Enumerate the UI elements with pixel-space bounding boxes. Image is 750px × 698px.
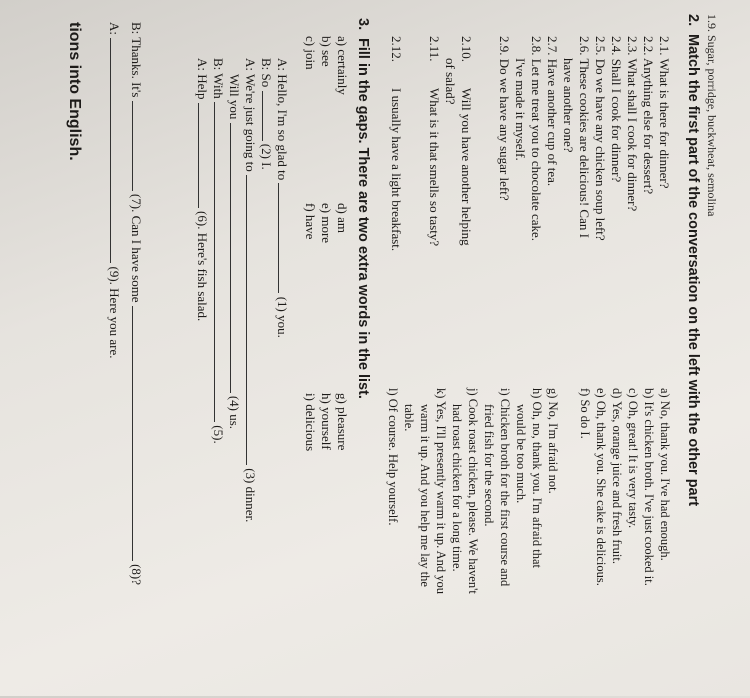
task2-left-line: 2.12. [389, 36, 404, 62]
dialogue-line [259, 58, 274, 170]
gap-label: (4) us. [227, 395, 242, 430]
dialogue-line [129, 22, 144, 585]
dialogue-line [275, 58, 290, 338]
task2-left-line: 2.3. What shall I cook for dinner? [625, 36, 640, 212]
gap-1-blank[interactable] [278, 183, 290, 293]
task2-left-line: 2.10. [459, 36, 474, 62]
dialogue-line [227, 74, 242, 429]
task2-left-line: I've made it myself. [513, 58, 528, 161]
gap-label: (9). Here you are. [107, 266, 122, 359]
task2-left-line: 2.6. These cookies are delicious! Can I [577, 36, 592, 238]
task2-left-line: 2.8. Let me treat you to chocolate cake. [529, 36, 544, 242]
word-list-item: f) have [303, 203, 318, 240]
task2-right-line: h) Oh, no, thank you. I'm afraid that [530, 388, 544, 568]
dialogue-line [211, 58, 226, 444]
dialogue-line [243, 58, 258, 522]
rotated-worksheet-page [22, 8, 722, 698]
task2-right-line: f) So do I. [578, 388, 592, 439]
word-list-item: b) see [319, 36, 334, 67]
gap-label: (7). Can I have some [129, 193, 144, 303]
dialogue-text: B: So [259, 58, 274, 88]
task2-right-line: c) Oh, great! It is very tasty. [626, 388, 640, 529]
task2-left-line: What is it that smells so tasty? [427, 88, 442, 247]
task2-right-line: a) No, thank you. I've had enough. [658, 388, 672, 561]
task2-right-line: e) Oh, thank you. She cake is delicious. [594, 388, 608, 586]
dialogue-line [107, 22, 122, 359]
word-list-item: d) am [335, 203, 350, 233]
task3-heading: Fill in the gaps. There are two extra words in the list. [355, 38, 371, 399]
gap-7-blank[interactable] [132, 101, 144, 191]
task2-left-line: 2.2. Anything else for dessert? [641, 36, 656, 195]
task2-right-line: would be too much. [514, 404, 528, 504]
dialogue-text: A: We're just going to [243, 58, 258, 172]
task2-right-line: g) No, I'm afraid not. [546, 388, 560, 494]
gap-6-blank[interactable] [198, 103, 210, 208]
task2-right-line: j) Cook roast chicken, please. We haven't [466, 388, 480, 594]
dialogue-text: B: Thanks. It's [129, 22, 144, 98]
word-list-item: g) pleasure [335, 393, 350, 451]
task2-right-line: k) Yes, I'll presently warm it up. And you [434, 388, 448, 595]
gap-8-blank[interactable] [132, 306, 144, 561]
word-list-item: i) delicious [303, 393, 318, 452]
gap-label: (2) I. [259, 143, 274, 170]
gap-label: (1) you. [275, 296, 290, 338]
task2-left-line: 2.5. Do we have any chicken soup left? [593, 36, 608, 241]
task2-right-line: fried fish for the second. [482, 404, 496, 527]
task2-right-line: b) It's chicken broth. I've just cooked it. [642, 388, 656, 586]
task2-right-line: d) Yes, orange juice and fresh fruit. [610, 388, 624, 564]
bottom-cut-heading: tions into English. [66, 22, 83, 161]
gap-9-blank[interactable] [110, 38, 122, 263]
task2-right-line: warm it up. And you help me lay the [418, 404, 432, 587]
dialogue-text: A: Hello, I'm so glad to [275, 58, 290, 181]
task2-right-line: had roast chicken for a long time. [450, 404, 464, 572]
dialogue-line [195, 58, 210, 321]
task2-number: 2. [685, 14, 701, 27]
task3-number: 3. [355, 18, 371, 31]
gap-4-blank[interactable] [230, 123, 242, 393]
task2-left-line: 2.4. Shall I cook for dinner? [609, 36, 624, 183]
dialogue-text: A: [107, 22, 122, 35]
task2-left-line: 2.1. What is there for dinner? [657, 36, 672, 189]
task2-left-line: of salad? [443, 58, 458, 105]
gap-label: (3) dinner. [243, 468, 258, 523]
gap-label: (8)? [129, 564, 144, 586]
top-cut-text: 1.9. Sugar, porridge, buckwheat, semolina [705, 14, 719, 217]
gap-2-blank[interactable] [262, 91, 274, 141]
gap-label: (5). [211, 425, 226, 444]
task2-left-line: 2.7. Have another cup of tea. [545, 36, 560, 187]
gap-5-blank[interactable] [214, 102, 226, 422]
word-list-item: h) yourself [319, 393, 334, 450]
task2-right-line: i) Chicken broth for the first course and [498, 388, 512, 587]
task2-right-line: l) Of course. Help yourself. [386, 388, 400, 526]
gap-label: (6). Here's fish salad. [195, 211, 210, 322]
gap-3-blank[interactable] [246, 175, 258, 465]
dialogue-text: B: With [211, 58, 226, 99]
task2-left-line: I usually have a light breakfast. [389, 88, 404, 252]
task2-heading: Match the first part of the conversation on the left with the other part [685, 34, 701, 507]
word-list-item: a) certainly [335, 36, 350, 95]
task2-left-line: Will you have another helping [459, 88, 474, 246]
word-list-item: c) join [303, 36, 318, 70]
task2-left-line: have another one? [561, 58, 576, 153]
dialogue-text: Will you [227, 74, 242, 120]
dialogue-text: A: Help [195, 58, 210, 100]
task2-left-line: 2.9. Do we have any sugar left? [497, 36, 512, 201]
word-list-item: e) more [319, 203, 334, 244]
task2-left-line: 2.11. [427, 36, 442, 62]
task2-right-line: table. [402, 404, 416, 432]
